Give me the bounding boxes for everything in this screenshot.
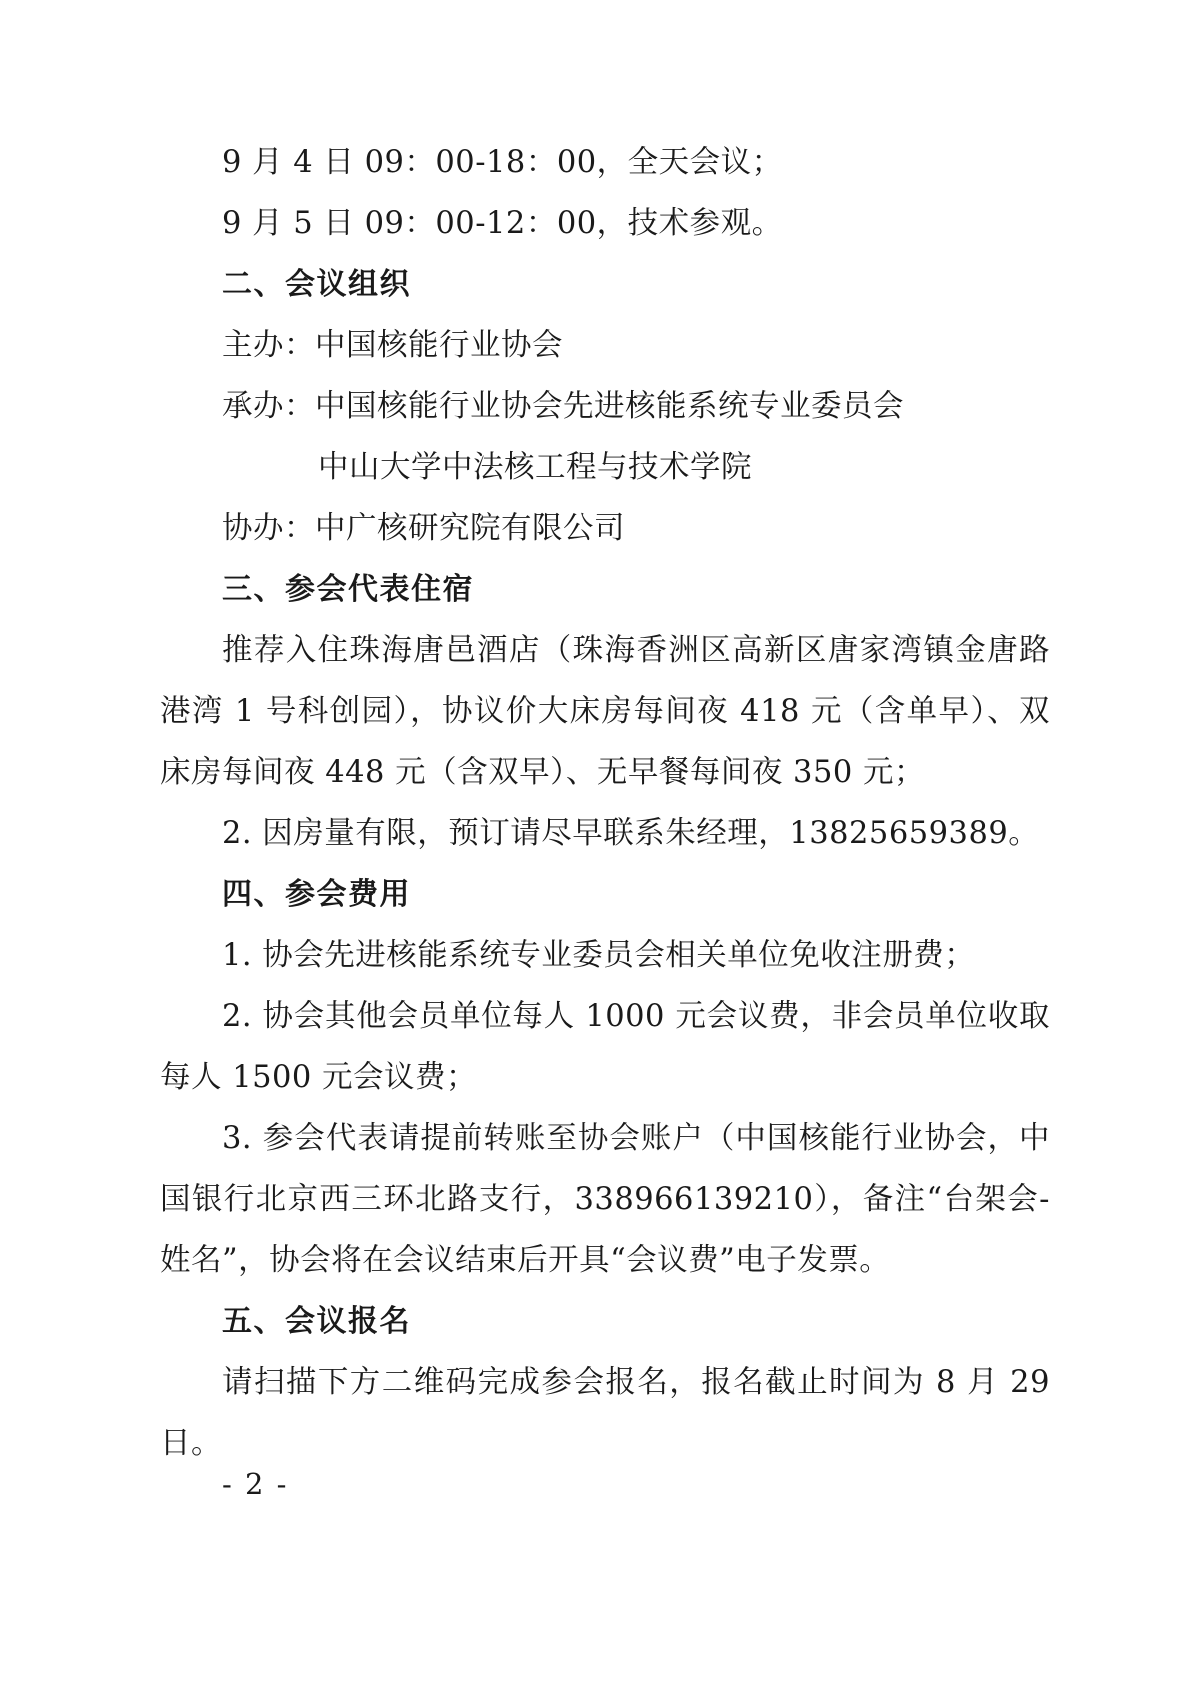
- page-number: - 2 -: [222, 1467, 289, 1501]
- organizer-coorganizer: 协办：中广核研究院有限公司: [222, 511, 625, 546]
- accommodation-para-2: 2. 因房量有限，预订请尽早联系朱经理，13825659389。: [222, 816, 1040, 851]
- organizer-host: 主办：中国核能行业协会: [222, 328, 563, 363]
- accommodation-para-1: 推荐入住珠海唐邑酒店（珠海香洲区高新区唐家湾镇金唐路港湾 1 号科创园），协议价大床房每间夜 418 元（含单早）、双床房每间夜 448 元（含双早）、无早餐每间夜 350 元；: [160, 633, 1050, 790]
- heading-accommodation: 三、参会代表住宿: [222, 572, 474, 607]
- organizer-undertaker: 承办：中国核能行业协会先进核能系统专业委员会: [222, 389, 904, 424]
- heading-organization: 二、会议组织: [222, 267, 411, 302]
- registration-para: 请扫描下方二维码完成参会报名，报名截止时间为 8 月 29 日。: [160, 1365, 1050, 1461]
- schedule-line-1: 9 月 4 日 09：00-18：00，全天会议；: [222, 145, 783, 180]
- heading-registration: 五、会议报名: [222, 1304, 411, 1339]
- fee-item-2: 2. 协会其他会员单位每人 1000 元会议费，非会员单位收取每人 1500 元会议费；: [160, 999, 1050, 1095]
- fee-item-3: 3. 参会代表请提前转账至协会账户（中国核能行业协会，中国银行北京西三环北路支行，338966139210），备注“台架会-姓名”，协会将在会议结束后开具“会议费”电子发票。: [160, 1121, 1050, 1278]
- document-body: [160, 132, 1050, 1474]
- organizer-undertaker-2: 中山大学中法核工程与技术学院: [318, 450, 752, 485]
- schedule-line-2: 9 月 5 日 09：00-12：00，技术参观。: [222, 206, 783, 241]
- heading-fees: 四、参会费用: [222, 877, 411, 912]
- fee-item-1: 1. 协会先进核能系统专业委员会相关单位免收注册费；: [222, 938, 976, 973]
